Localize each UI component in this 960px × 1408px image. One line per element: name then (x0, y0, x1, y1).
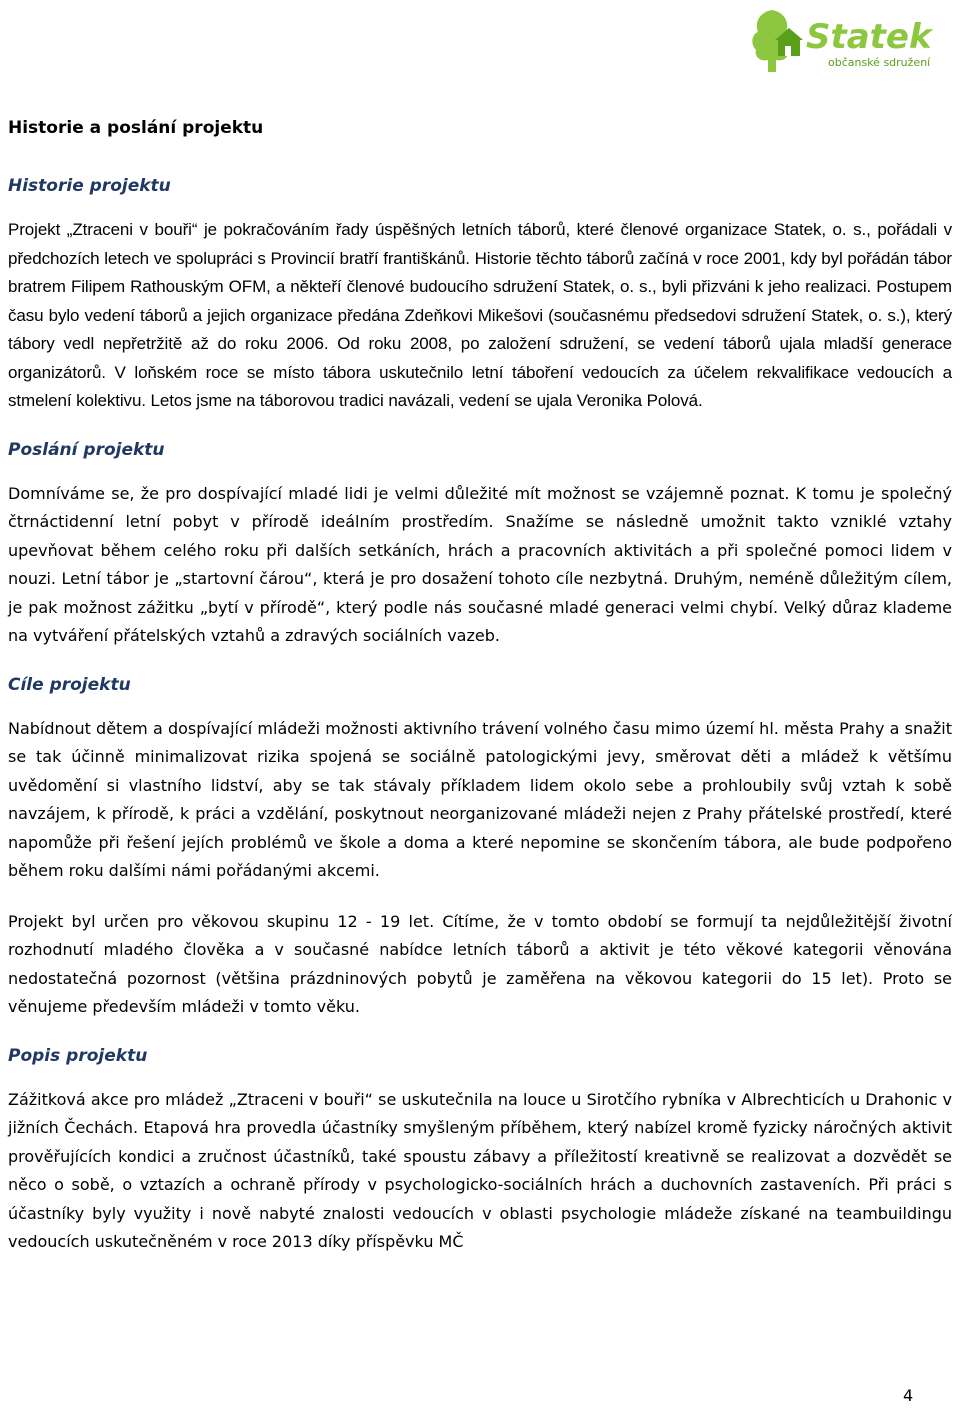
paragraph-cile-2: Projekt byl určen pro věkovou skupinu 12 - 19 let. Cítíme, že v tomto období se formují ta nejdůležitější životní rozhodnutí mladého člověka a v současné nabídce letních táborů a aktivit je této věkové kategorii věnována nedostatečná pozornost (většina prázdninových pobytů je zaměřena na věkovou kategorii do 15 let). Proto se věnujeme především mládeži v tomto věku. (8, 911, 952, 1016)
paragraph-historie: Projekt „Ztraceni v bouři“ je pokračováním řady úspěšných letních táborů, které členové organizace Statek, o. s., pořádali v předchozích letech ve spolupráci s Provincií bratří františkánů. Historie těchto táborů začíná v roce 2001, kdy byl pořádán tábor bratrem Filipem Rathouským OFM, a někteří členové budoucího sdružení Statek, o. s., byli přizváni k jeho realizaci. Postupem času bylo vedení táborů a jejich organizace předána Zdeňkovi Mikešovi (současnému předsedovi sdružení Statek, o. s.), který tábory vedl nepřetržitě až do roku 2006. Od roku 2008, po založení sdružení, se vedení táborů ujala mladší generace organizátorů. V loňském roce se místo tábora uskutečnilo letní táboření vedoucích za účelem rekvalifikace vedoucích a stmelení kolektivu. Letos jsme na táborovou tradici navázali, vedení se ujala Veronika Polová. (8, 220, 952, 410)
paragraph-popis: Zážitková akce pro mládež „Ztraceni v bouři“ se uskutečnila na louce u Sirotčího rybníka v Albrechticích u Drahonic v jižních Čechách. Etapová hra provedla účastníky smyšleným příběhem, který nabízel kromě fyzicky náročných aktivit prověřujících kondici a zručnost účastníků, také spoustu zábavy a příležitostí kreativně se realizovat a dozvědět se něco o sobě, o vztazích a ochraně přírody v psychologicko-sociálních hrách a duchovních zastaveních. Při práci s účastníky byly využity i nově nabyté znalosti vedoucích v oblasti psychologie mládeže získané na teambuildingu vedoucích uskutečněném v roce 2013 díky příspěvku MČ (8, 1089, 952, 1251)
section-heading-popis: Popis projektu (8, 1045, 148, 1066)
statek-logo (742, 4, 942, 76)
section-heading-historie: Historie projektu (8, 176, 171, 196)
statek-logo-graphic (742, 4, 942, 76)
logo-wordmark: Statek (806, 17, 932, 57)
logo-tagline: občanské sdružení (828, 56, 931, 69)
section-heading-poslani: Poslání projektu (8, 439, 165, 460)
section-heading-cile: Cíle projektu (8, 674, 131, 695)
page-title: Historie a poslání projektu (8, 118, 264, 138)
paragraph-cile-1: Nabídnout dětem a dospívající mládeži možnosti aktivního trávení volného času mimo území hl. města Prahy a snažit se tak účinně minimalizovat rizika spojená se sociálně patologickými jevy, směrovat děti a mládež k většímu uvědomění si vlastního lidství, aby se tak stávaly příkladem lidem okolo sebe a prohloubily svůj vztah k sobě navzájem, k přírodě, k práci a vzdělání, poskytnout neorganizované mládeži nejen z Prahy přátelské prostředí, které napomůže při řešení jejích problémů ve škole a doma a které nepomine se skončením tábora, ale bude podpořeno během roku dalšími námi pořádanými akcemi. (8, 718, 952, 880)
paragraph-poslani: Domníváme se, že pro dospívající mladé lidi je velmi důležité mít možnost se vzájemně poznat. K tomu je společný čtrnáctidenní letní pobyt v přírodě ideálním prostředím. Snažíme se následně umožnit takto vzniklé vztahy upevňovat během celého roku při dalších setkáních, hrách a pracovních aktivitách a při společné pomoci lidem v nouzi. Letní tábor je „startovní čárou“, která je pro dosažení tohoto cíle nezbytná. Druhým, neméně důležitým cílem, je pak možnost zážitku „bytí v přírodě“, který podle nás současné mladé generaci velmi chybí. Velký důraz klademe na vytváření přátelských vztahů a zdravých sociálních vazeb. (8, 483, 952, 645)
document-content (8, 116, 952, 1279)
page-number: 4 (903, 1386, 914, 1405)
